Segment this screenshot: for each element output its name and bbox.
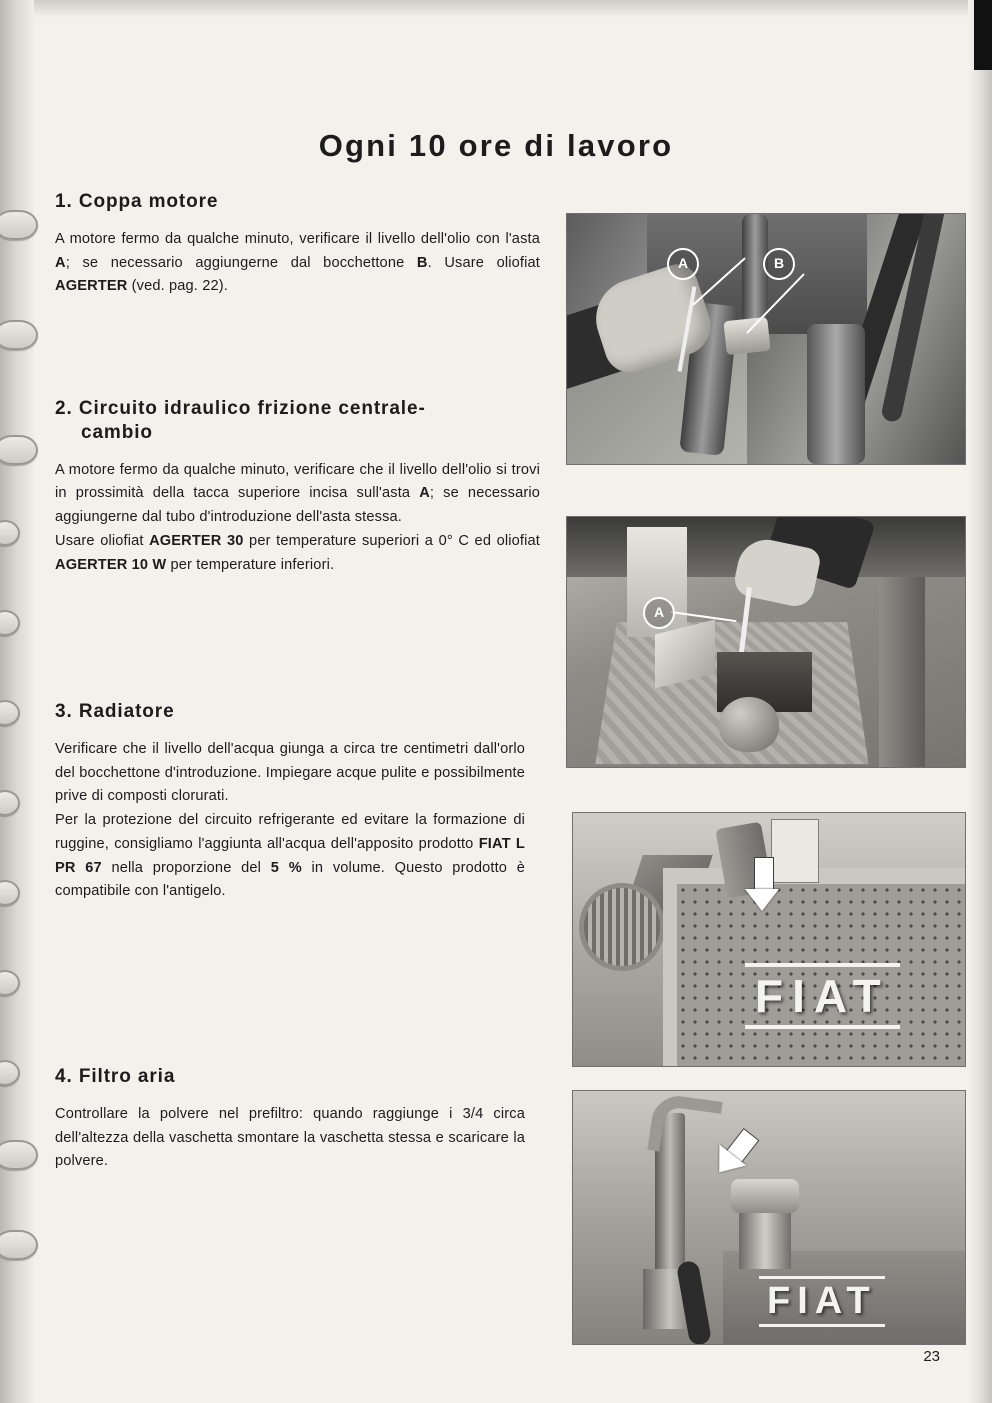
binding-ring bbox=[0, 435, 38, 465]
binding-ring bbox=[0, 970, 20, 996]
binding-ring bbox=[0, 1060, 20, 1086]
page-title: Ogni 10 ore di lavoro bbox=[318, 128, 674, 163]
figure-circuito-idraulico bbox=[566, 516, 966, 768]
section-3-heading: 3. Radiatore bbox=[55, 701, 175, 722]
binding-ring bbox=[0, 790, 20, 816]
page-corner-marker bbox=[974, 0, 992, 70]
binding-ring bbox=[0, 320, 38, 350]
paper-edge-right bbox=[968, 0, 992, 1403]
section-coppa-motore bbox=[55, 190, 540, 299]
section-3-body: Verificare che il livello dell'acqua giunga a circa tre centimetri dall'orlo del bocchettone d'introduzione. Impiegare acque pulite e possibilmente prive di composti clorurati. Per la protezione del circuito refrigerante ed evitare la formazione di ruggine, consigliamo l'aggiunta all'acqua dell'apposito prodotto FIAT L PR 67 nella proporzione del 5 % in volume. Questo prodotto è compatibile con l'antigelo. bbox=[55, 740, 525, 900]
figure-2-callout-a: A bbox=[643, 597, 675, 629]
section-4-body: Controllare la polvere nel prefiltro: quando raggiunge i 3/4 circa dell'altezza della vaschetta smontare la vaschetta stessa e scaricare la polvere. bbox=[55, 1105, 525, 1170]
figure-1-callout-a: A bbox=[667, 248, 699, 280]
figure-3-brand: FIAT bbox=[745, 963, 900, 1029]
figure-4-brand: FIAT bbox=[759, 1276, 885, 1327]
figure-radiatore bbox=[572, 812, 966, 1067]
section-2-heading-line1: 2. Circuito idraulico frizione centrale- bbox=[55, 398, 426, 419]
binding-ring bbox=[0, 210, 38, 240]
binding-ring bbox=[0, 1140, 38, 1170]
section-2-heading bbox=[55, 397, 540, 445]
binding-ring bbox=[0, 610, 20, 636]
figure-filtro-aria bbox=[572, 1090, 966, 1345]
binding-ring bbox=[0, 700, 20, 726]
section-radiatore bbox=[55, 700, 525, 904]
section-4-heading: 4. Filtro aria bbox=[55, 1066, 176, 1087]
section-2-heading-line2: cambio bbox=[81, 421, 153, 443]
figure-coppa-motore bbox=[566, 213, 966, 465]
figure-1-callout-b: B bbox=[763, 248, 795, 280]
binding-ring bbox=[0, 880, 20, 906]
section-filtro-aria bbox=[55, 1065, 525, 1174]
section-1-heading: 1. Coppa motore bbox=[55, 191, 219, 212]
section-1-body: A motore fermo da qualche minuto, verificare il livello dell'olio con l'asta A; se necessario aggiungerne dal bocchettone B. Usare oliofiat AGERTER (ved. pag. 22). bbox=[55, 230, 540, 295]
page-number: 23 bbox=[923, 1348, 940, 1365]
text-column bbox=[55, 0, 540, 1403]
binding-ring bbox=[0, 1230, 38, 1260]
binding-ring bbox=[0, 520, 20, 546]
spiral-binding bbox=[0, 210, 46, 1290]
section-2-body: A motore fermo da qualche minuto, verificare che il livello dell'olio si trovi in prossimità della tacca superiore incisa sull'asta A; se necessario aggiungerne dal tubo d'introduzione dell'asta stessa. Usare oliofiat AGERTER 30 per temperature superiori a 0° C ed oliofiat AGERTER 10 W per temperature inferiori. bbox=[55, 461, 541, 573]
arrow-icon bbox=[745, 857, 785, 917]
section-circuito-idraulico bbox=[55, 397, 540, 577]
